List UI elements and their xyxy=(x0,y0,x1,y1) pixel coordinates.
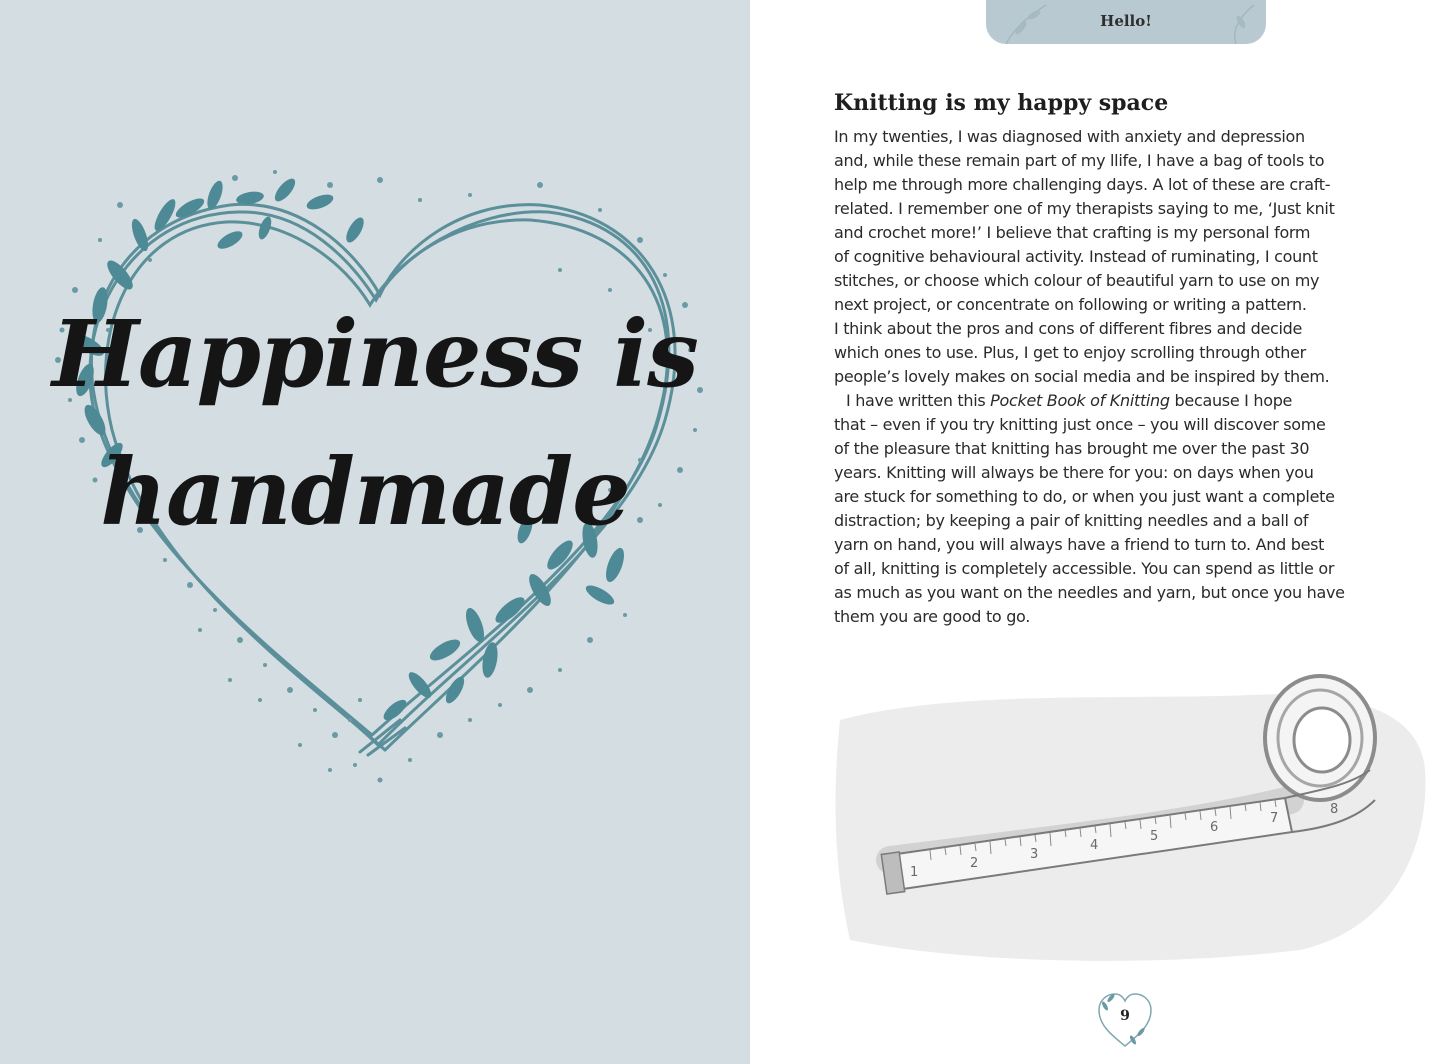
text-line: and crochet more!’ I believe that crafting is my personal form xyxy=(834,223,1311,242)
tape-number: 6 xyxy=(1210,820,1219,835)
text-line: of all, knitting is completely accessible. You can spend as little or xyxy=(834,559,1335,578)
text-line: next project, or concentrate on following or writing a pattern. xyxy=(834,295,1307,314)
text-line: them you are good to go. xyxy=(834,607,1031,626)
text-line xyxy=(834,389,1424,413)
body-text xyxy=(834,125,1424,629)
page-number-badge xyxy=(1093,988,1157,1052)
text-line: I think about the pros and cons of different fibres and decide xyxy=(834,319,1303,338)
text-run: I have written this xyxy=(846,391,991,410)
book-title: Pocket Book of Knitting xyxy=(990,391,1170,410)
tape-number: 8 xyxy=(1330,802,1339,817)
text-line: yarn on hand, you will always have a friend to turn to. And best xyxy=(834,535,1325,554)
tape-number: 4 xyxy=(1090,838,1099,853)
text-line: and, while these remain part of my llife, I have a bag of tools to xyxy=(834,151,1325,170)
section-heading: Knitting is my happy space xyxy=(834,90,1169,116)
tape-number: 7 xyxy=(1270,811,1279,826)
title-line-happiness: Happiness is xyxy=(52,300,698,408)
tape-number: 2 xyxy=(970,856,979,871)
tape-number: 3 xyxy=(1030,847,1039,862)
text-line: as much as you want on the needles and yarn, but once you have xyxy=(834,583,1345,602)
text-line: years. Knitting will always be there for you: on days when you xyxy=(834,463,1314,482)
text-line: distraction; by keeping a pair of knitting needles and a ball of xyxy=(834,511,1309,530)
text-run: because I hope xyxy=(1169,391,1293,410)
text-line: stitches, or choose which colour of beautiful yarn to use on my xyxy=(834,271,1320,290)
title-line-handmade: handmade xyxy=(100,438,630,546)
page-number: 9 xyxy=(1120,1008,1130,1024)
text-line: people’s lovely makes on social media and be inspired by them. xyxy=(834,367,1330,386)
text-line: of cognitive behavioural activity. Instead of ruminating, I count xyxy=(834,247,1318,266)
measuring-tape-illustration xyxy=(830,650,1430,970)
text-line: are stuck for something to do, or when you just want a complete xyxy=(834,487,1335,506)
text-line: related. I remember one of my therapists saying to me, ‘Just knit xyxy=(834,199,1335,218)
text-line: that – even if you try knitting just once – you will discover some xyxy=(834,415,1326,434)
right-page xyxy=(750,0,1445,1064)
text-line: of the pleasure that knitting has brought me over the past 30 xyxy=(834,439,1310,458)
tape-number: 5 xyxy=(1150,829,1159,844)
text-line: which ones to use. Plus, I get to enjoy scrolling through other xyxy=(834,343,1306,362)
text-line: help me through more challenging days. A lot of these are craft- xyxy=(834,175,1331,194)
tape-number: 1 xyxy=(910,865,919,880)
tab-label: Hello! xyxy=(1100,12,1152,30)
section-tab xyxy=(986,0,1266,44)
text-line: In my twenties, I was diagnosed with anxiety and depression xyxy=(834,127,1305,146)
